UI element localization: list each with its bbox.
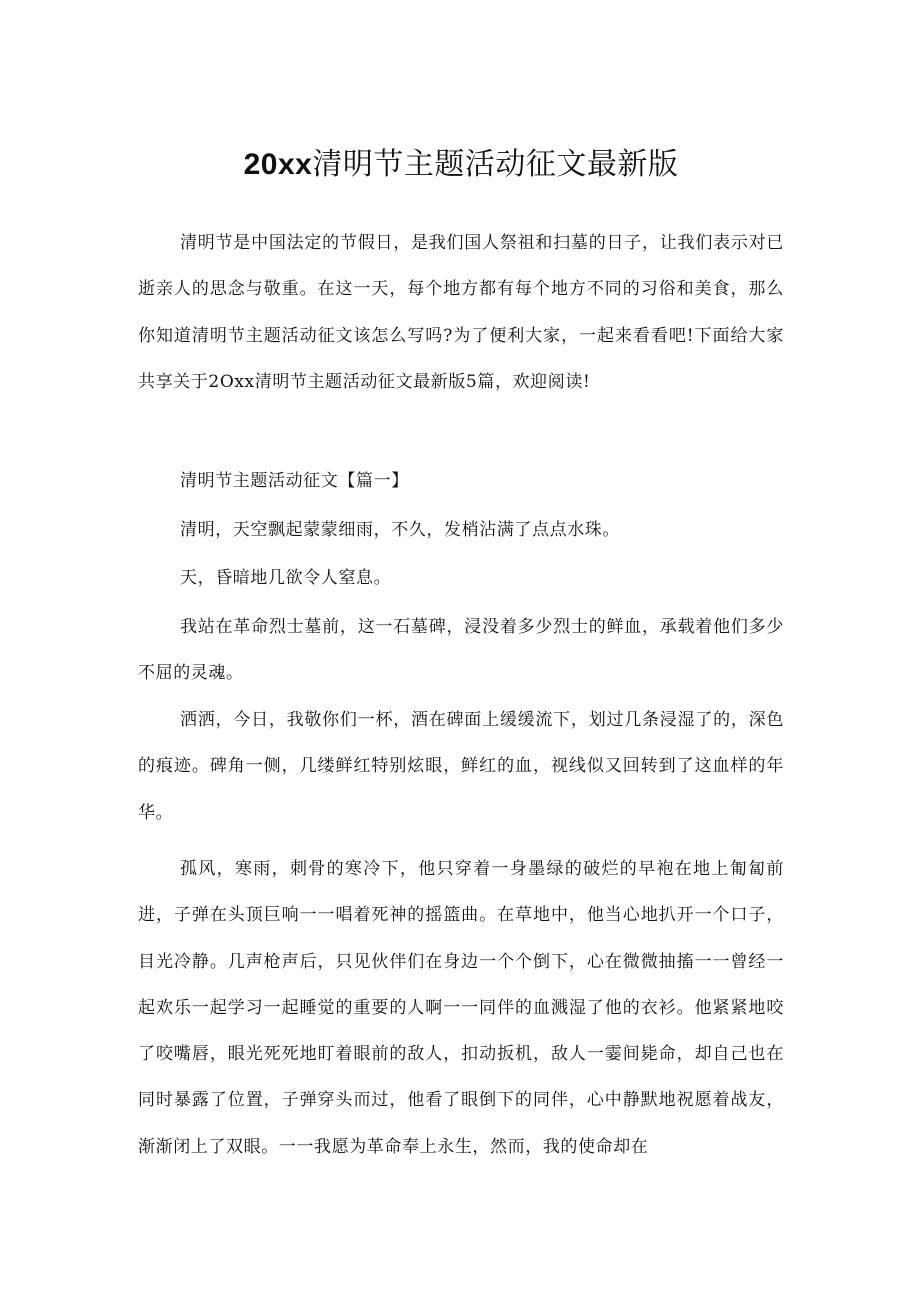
intro-paragraph: 清明节是中国法定的节假日，是我们国人祭祖和扫墓的日子，让我们表示对已逝亲人的思念与敬重。在这一天，每个地方都有每个地方不同的习俗和美食，那么你知道清明节主题活动征文该怎么写吗?为了便利大家，一起来看看吧!下面给大家共享关于2Oxx清明节主题活动征文最新版5篇，欢迎阅读! [138, 233, 784, 392]
body-paragraph: 清明，天空飘起蒙蒙细雨，不久，发梢沾满了点点水珠。 [180, 520, 620, 540]
document-title [138, 140, 784, 190]
section-heading: 清明节主题活动征文【篇一】 [180, 471, 409, 491]
body-paragraph: 洒洒，今日，我敬你们一杯，酒在碑面上缓缓流下，划过几条浸湿了的，深色的痕迹。碑角一侧，几缕鲜红特别炫眼，鲜红的血，视线似又回转到了这血样的年华。 [138, 710, 784, 823]
body-paragraph: 孤风，寒雨，刺骨的寒冷下，他只穿着一身墨绿的破烂的早袍在地上匍匐前进，子弹在头顶巨响一一唱着死神的摇篮曲。在草地中，他当心地扒开一个口子，目光冷静。几声枪声后，只见伙伴们在身边一个个倒下，心在微微抽搐一一曾经一起欢乐一起学习一起睡觉的重要的人啊一一同伴的血溅湿了他的衣衫。他紧紧地咬了咬嘴唇，眼光死死地盯着眼前的敌人，扣动扳机，敌人一霎间毙命，却自己也在同时暴露了位置，子弹穿头而过，他看了眼倒下的同伴，心中静默地祝愿着战友，渐渐闭上了双眼。一一我愿为革命奉上永生，然而，我的使命却在 [138, 859, 784, 1157]
title-number: 20xx [243, 148, 313, 181]
body-paragraph: 我站在革命烈士墓前，这一石墓碑，浸没着多少烈士的鲜血，承载着他们多少不屈的灵魂。 [138, 617, 784, 684]
body-paragraph: 天，昏暗地几欲令人窒息。 [180, 568, 392, 588]
title-text: 清明节主题活动征文最新版 [312, 147, 679, 182]
